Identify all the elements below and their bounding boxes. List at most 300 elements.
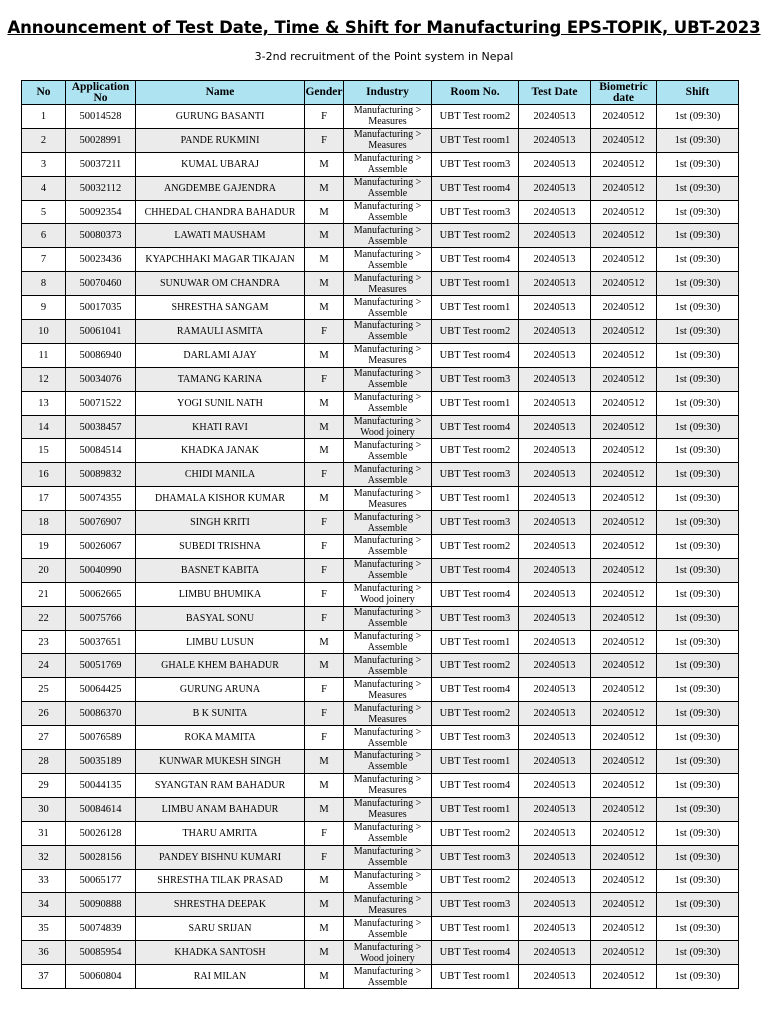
cell-no: 27 [22, 726, 66, 750]
cell-biometric-date: 20240512 [591, 367, 657, 391]
cell-room-no: UBT Test room4 [432, 582, 519, 606]
cell-shift: 1st (09:30) [657, 224, 739, 248]
cell-name: SHRESTHA TILAK PRASAD [136, 869, 305, 893]
cell-industry [344, 200, 432, 224]
cell-room-no: UBT Test room1 [432, 630, 519, 654]
cell-shift: 1st (09:30) [657, 630, 739, 654]
cell-industry [344, 463, 432, 487]
industry-subcategory: Assemble [367, 833, 408, 845]
cell-industry [344, 845, 432, 869]
cell-gender: F [305, 558, 344, 582]
cell-application-no: 50084514 [66, 439, 136, 463]
cell-gender: F [305, 320, 344, 344]
cell-name: KYAPCHHAKI MAGAR TIKAJAN [136, 248, 305, 272]
cell-name: ANGDEMBE GAJENDRA [136, 176, 305, 200]
cell-room-no: UBT Test room1 [432, 750, 519, 774]
table-row [22, 105, 739, 129]
cell-room-no: UBT Test room4 [432, 773, 519, 797]
industry-category: Manufacturing > [353, 129, 422, 141]
cell-gender: M [305, 654, 344, 678]
table-row [22, 917, 739, 941]
cell-shift: 1st (09:30) [657, 726, 739, 750]
cell-name: LIMBU LUSUN [136, 630, 305, 654]
cell-biometric-date: 20240512 [591, 845, 657, 869]
cell-biometric-date: 20240512 [591, 487, 657, 511]
cell-room-no: UBT Test room3 [432, 152, 519, 176]
cell-application-no: 50086370 [66, 702, 136, 726]
table-row [22, 511, 739, 535]
industry-category: Manufacturing > [353, 511, 422, 523]
cell-industry [344, 487, 432, 511]
cell-application-no: 50038457 [66, 415, 136, 439]
cell-application-no: 50028991 [66, 128, 136, 152]
cell-biometric-date: 20240512 [591, 654, 657, 678]
cell-room-no: UBT Test room1 [432, 391, 519, 415]
cell-industry [344, 965, 432, 989]
cell-biometric-date: 20240512 [591, 511, 657, 535]
cell-room-no: UBT Test room2 [432, 654, 519, 678]
cell-industry [344, 343, 432, 367]
table-header-row [22, 81, 739, 105]
cell-test-date: 20240513 [519, 320, 591, 344]
cell-gender: M [305, 893, 344, 917]
cell-industry [344, 176, 432, 200]
cell-biometric-date: 20240512 [591, 893, 657, 917]
cell-industry [344, 558, 432, 582]
cell-shift: 1st (09:30) [657, 391, 739, 415]
table-row [22, 415, 739, 439]
table-row [22, 893, 739, 917]
cell-name: SUBEDI TRISHNA [136, 535, 305, 559]
cell-name: RAI MILAN [136, 965, 305, 989]
cell-shift: 1st (09:30) [657, 463, 739, 487]
table-row [22, 176, 739, 200]
industry-subcategory: Assemble [367, 235, 408, 247]
cell-gender: M [305, 152, 344, 176]
industry-subcategory: Assemble [367, 522, 408, 534]
cell-gender: M [305, 773, 344, 797]
header-biometric-date: Biometric date [591, 81, 657, 105]
cell-biometric-date: 20240512 [591, 128, 657, 152]
cell-room-no: UBT Test room1 [432, 917, 519, 941]
cell-no: 33 [22, 869, 66, 893]
cell-shift: 1st (09:30) [657, 582, 739, 606]
table-row [22, 487, 739, 511]
cell-name: BASYAL SONU [136, 606, 305, 630]
cell-test-date: 20240513 [519, 511, 591, 535]
cell-shift: 1st (09:30) [657, 487, 739, 511]
cell-industry [344, 152, 432, 176]
cell-room-no: UBT Test room3 [432, 606, 519, 630]
cell-room-no: UBT Test room1 [432, 965, 519, 989]
cell-application-no: 50026128 [66, 821, 136, 845]
industry-category: Manufacturing > [353, 941, 422, 953]
cell-test-date: 20240513 [519, 630, 591, 654]
cell-room-no: UBT Test room2 [432, 535, 519, 559]
cell-name: GURUNG ARUNA [136, 678, 305, 702]
cell-name: SYANGTAN RAM BAHADUR [136, 773, 305, 797]
cell-application-no: 50032112 [66, 176, 136, 200]
cell-no: 29 [22, 773, 66, 797]
industry-subcategory: Measures [368, 713, 407, 725]
cell-biometric-date: 20240512 [591, 535, 657, 559]
cell-gender: M [305, 296, 344, 320]
cell-test-date: 20240513 [519, 654, 591, 678]
cell-application-no: 50037211 [66, 152, 136, 176]
cell-room-no: UBT Test room3 [432, 511, 519, 535]
cell-shift: 1st (09:30) [657, 272, 739, 296]
cell-industry [344, 248, 432, 272]
cell-name: GURUNG BASANTI [136, 105, 305, 129]
cell-industry [344, 678, 432, 702]
table-row [22, 248, 739, 272]
cell-biometric-date: 20240512 [591, 773, 657, 797]
cell-biometric-date: 20240512 [591, 965, 657, 989]
cell-shift: 1st (09:30) [657, 439, 739, 463]
cell-name: THARU AMRITA [136, 821, 305, 845]
cell-no: 8 [22, 272, 66, 296]
cell-gender: F [305, 511, 344, 535]
cell-no: 9 [22, 296, 66, 320]
cell-biometric-date: 20240512 [591, 606, 657, 630]
cell-application-no: 50085954 [66, 941, 136, 965]
cell-test-date: 20240513 [519, 893, 591, 917]
cell-test-date: 20240513 [519, 296, 591, 320]
cell-application-no: 50092354 [66, 200, 136, 224]
industry-category: Manufacturing > [353, 631, 422, 643]
cell-room-no: UBT Test room4 [432, 415, 519, 439]
industry-subcategory: Assemble [367, 880, 408, 892]
cell-room-no: UBT Test room1 [432, 272, 519, 296]
cell-shift: 1st (09:30) [657, 941, 739, 965]
cell-no: 37 [22, 965, 66, 989]
cell-name: LAWATI MAUSHAM [136, 224, 305, 248]
cell-test-date: 20240513 [519, 463, 591, 487]
cell-industry [344, 606, 432, 630]
cell-biometric-date: 20240512 [591, 152, 657, 176]
cell-shift: 1st (09:30) [657, 200, 739, 224]
industry-subcategory: Measures [368, 785, 407, 797]
cell-biometric-date: 20240512 [591, 415, 657, 439]
page-title: Announcement of Test Date, Time & Shift for Manufacturing EPS-TOPIK, UBT-2023 [7, 18, 761, 37]
cell-gender: M [305, 487, 344, 511]
cell-biometric-date: 20240512 [591, 105, 657, 129]
cell-no: 19 [22, 535, 66, 559]
industry-category: Manufacturing > [353, 583, 422, 595]
cell-test-date: 20240513 [519, 582, 591, 606]
industry-category: Manufacturing > [353, 392, 422, 404]
cell-name: DARLAMI AJAY [136, 343, 305, 367]
cell-industry [344, 654, 432, 678]
cell-no: 30 [22, 797, 66, 821]
industry-category: Manufacturing > [353, 607, 422, 619]
industry-category: Manufacturing > [353, 750, 422, 762]
cell-shift: 1st (09:30) [657, 869, 739, 893]
cell-industry [344, 917, 432, 941]
cell-no: 34 [22, 893, 66, 917]
cell-application-no: 50062665 [66, 582, 136, 606]
cell-room-no: UBT Test room2 [432, 821, 519, 845]
cell-name: SARU SRIJAN [136, 917, 305, 941]
cell-industry [344, 582, 432, 606]
cell-biometric-date: 20240512 [591, 630, 657, 654]
industry-subcategory: Assemble [367, 474, 408, 486]
cell-shift: 1st (09:30) [657, 152, 739, 176]
cell-industry [344, 391, 432, 415]
industry-category: Manufacturing > [353, 678, 422, 690]
cell-biometric-date: 20240512 [591, 176, 657, 200]
cell-biometric-date: 20240512 [591, 463, 657, 487]
table-row [22, 821, 739, 845]
cell-test-date: 20240513 [519, 128, 591, 152]
cell-test-date: 20240513 [519, 558, 591, 582]
cell-shift: 1st (09:30) [657, 654, 739, 678]
cell-gender: M [305, 917, 344, 941]
industry-category: Manufacturing > [353, 248, 422, 260]
cell-application-no: 50035189 [66, 750, 136, 774]
cell-room-no: UBT Test room3 [432, 893, 519, 917]
industry-subcategory: Assemble [367, 403, 408, 415]
cell-gender: F [305, 702, 344, 726]
cell-room-no: UBT Test room2 [432, 439, 519, 463]
cell-application-no: 50060804 [66, 965, 136, 989]
industry-category: Manufacturing > [353, 416, 422, 428]
cell-name: CHHEDAL CHANDRA BAHADUR [136, 200, 305, 224]
cell-industry [344, 869, 432, 893]
cell-application-no: 50070460 [66, 272, 136, 296]
cell-room-no: UBT Test room2 [432, 869, 519, 893]
industry-subcategory: Measures [368, 689, 407, 701]
cell-test-date: 20240513 [519, 248, 591, 272]
industry-category: Manufacturing > [353, 201, 422, 212]
cell-name: B K SUNITA [136, 702, 305, 726]
table-row [22, 965, 739, 989]
cell-shift: 1st (09:30) [657, 893, 739, 917]
cell-no: 16 [22, 463, 66, 487]
cell-test-date: 20240513 [519, 535, 591, 559]
table-row [22, 343, 739, 367]
cell-industry [344, 511, 432, 535]
cell-application-no: 50075766 [66, 606, 136, 630]
cell-gender: M [305, 439, 344, 463]
cell-name: CHIDI MANILA [136, 463, 305, 487]
cell-industry [344, 702, 432, 726]
table-row [22, 630, 739, 654]
cell-no: 5 [22, 200, 66, 224]
cell-gender: F [305, 606, 344, 630]
cell-application-no: 50090888 [66, 893, 136, 917]
industry-category: Manufacturing > [353, 463, 422, 475]
cell-no: 14 [22, 415, 66, 439]
cell-industry [344, 224, 432, 248]
cell-room-no: UBT Test room2 [432, 105, 519, 129]
cell-industry [344, 535, 432, 559]
table-row [22, 272, 739, 296]
cell-room-no: UBT Test room2 [432, 320, 519, 344]
table-row [22, 320, 739, 344]
cell-name: TAMANG KARINA [136, 367, 305, 391]
cell-name: PANDEY BISHNU KUMARI [136, 845, 305, 869]
table-row [22, 296, 739, 320]
industry-subcategory: Assemble [367, 450, 408, 462]
cell-test-date: 20240513 [519, 105, 591, 129]
cell-name: ROKA MAMITA [136, 726, 305, 750]
cell-shift: 1st (09:30) [657, 176, 739, 200]
cell-room-no: UBT Test room4 [432, 678, 519, 702]
header-application-no: Application No [66, 81, 136, 105]
industry-subcategory: Assemble [367, 164, 408, 176]
cell-shift: 1st (09:30) [657, 678, 739, 702]
industry-subcategory: Assemble [367, 570, 408, 582]
cell-application-no: 50071522 [66, 391, 136, 415]
cell-test-date: 20240513 [519, 821, 591, 845]
cell-no: 12 [22, 367, 66, 391]
table-row [22, 869, 739, 893]
cell-biometric-date: 20240512 [591, 941, 657, 965]
cell-room-no: UBT Test room4 [432, 248, 519, 272]
cell-application-no: 50017035 [66, 296, 136, 320]
page-subtitle: 3-2nd recruitment of the Point system in Nepal [254, 50, 514, 63]
cell-application-no: 50086940 [66, 343, 136, 367]
cell-test-date: 20240513 [519, 391, 591, 415]
industry-subcategory: Wood joinery [360, 594, 415, 606]
cell-gender: M [305, 343, 344, 367]
cell-room-no: UBT Test room4 [432, 343, 519, 367]
industry-category: Manufacturing > [353, 368, 422, 380]
cell-application-no: 50074839 [66, 917, 136, 941]
cell-test-date: 20240513 [519, 941, 591, 965]
table-row [22, 845, 739, 869]
cell-room-no: UBT Test room3 [432, 463, 519, 487]
cell-name: KHADKA SANTOSH [136, 941, 305, 965]
cell-industry [344, 797, 432, 821]
cell-industry [344, 272, 432, 296]
cell-application-no: 50051769 [66, 654, 136, 678]
cell-gender: F [305, 678, 344, 702]
industry-category: Manufacturing > [353, 153, 422, 165]
cell-industry [344, 128, 432, 152]
cell-gender: M [305, 415, 344, 439]
industry-category: Manufacturing > [353, 224, 422, 236]
cell-no: 10 [22, 320, 66, 344]
cell-gender: F [305, 128, 344, 152]
cell-test-date: 20240513 [519, 152, 591, 176]
cell-no: 26 [22, 702, 66, 726]
industry-subcategory: Assemble [367, 665, 408, 677]
cell-biometric-date: 20240512 [591, 750, 657, 774]
cell-industry [344, 415, 432, 439]
cell-test-date: 20240513 [519, 726, 591, 750]
cell-shift: 1st (09:30) [657, 343, 739, 367]
cell-application-no: 50080373 [66, 224, 136, 248]
cell-name: PANDE RUKMINI [136, 128, 305, 152]
cell-test-date: 20240513 [519, 965, 591, 989]
industry-subcategory: Assemble [367, 379, 408, 391]
cell-no: 1 [22, 105, 66, 129]
cell-biometric-date: 20240512 [591, 200, 657, 224]
cell-industry [344, 726, 432, 750]
cell-gender: M [305, 248, 344, 272]
cell-shift: 1st (09:30) [657, 367, 739, 391]
cell-industry [344, 773, 432, 797]
industry-category: Manufacturing > [353, 487, 422, 499]
cell-gender: M [305, 224, 344, 248]
header-name: Name [136, 81, 305, 105]
industry-category: Manufacturing > [353, 272, 422, 284]
industry-category: Manufacturing > [353, 965, 422, 977]
cell-biometric-date: 20240512 [591, 272, 657, 296]
header-shift: Shift [657, 81, 739, 105]
cell-room-no: UBT Test room3 [432, 367, 519, 391]
table-row [22, 463, 739, 487]
cell-biometric-date: 20240512 [591, 343, 657, 367]
industry-subcategory: Wood joinery [360, 952, 415, 964]
industry-subcategory: Measures [368, 904, 407, 916]
cell-test-date: 20240513 [519, 176, 591, 200]
cell-gender: M [305, 750, 344, 774]
table-row [22, 702, 739, 726]
cell-biometric-date: 20240512 [591, 224, 657, 248]
cell-application-no: 50044135 [66, 773, 136, 797]
cell-name: KHADKA JANAK [136, 439, 305, 463]
industry-subcategory: Assemble [367, 761, 408, 773]
cell-test-date: 20240513 [519, 487, 591, 511]
cell-industry [344, 941, 432, 965]
cell-biometric-date: 20240512 [591, 702, 657, 726]
table-row [22, 558, 739, 582]
industry-category: Manufacturing > [353, 559, 422, 571]
cell-no: 22 [22, 606, 66, 630]
cell-no: 28 [22, 750, 66, 774]
cell-no: 7 [22, 248, 66, 272]
cell-test-date: 20240513 [519, 343, 591, 367]
industry-subcategory: Assemble [367, 857, 408, 869]
cell-application-no: 50028156 [66, 845, 136, 869]
cell-no: 3 [22, 152, 66, 176]
cell-biometric-date: 20240512 [591, 797, 657, 821]
industry-category: Manufacturing > [353, 822, 422, 834]
industry-subcategory: Assemble [367, 331, 408, 343]
table-row [22, 200, 739, 224]
cell-test-date: 20240513 [519, 272, 591, 296]
cell-industry [344, 750, 432, 774]
cell-room-no: UBT Test room3 [432, 726, 519, 750]
cell-shift: 1st (09:30) [657, 917, 739, 941]
table-row [22, 535, 739, 559]
cell-gender: F [305, 821, 344, 845]
cell-room-no: UBT Test room2 [432, 224, 519, 248]
cell-no: 35 [22, 917, 66, 941]
industry-category: Manufacturing > [353, 439, 422, 451]
cell-shift: 1st (09:30) [657, 606, 739, 630]
cell-biometric-date: 20240512 [591, 678, 657, 702]
header-test-date: Test Date [519, 81, 591, 105]
cell-shift: 1st (09:30) [657, 320, 739, 344]
cell-application-no: 50065177 [66, 869, 136, 893]
cell-test-date: 20240513 [519, 439, 591, 463]
cell-test-date: 20240513 [519, 750, 591, 774]
cell-room-no: UBT Test room1 [432, 797, 519, 821]
cell-test-date: 20240513 [519, 773, 591, 797]
cell-no: 23 [22, 630, 66, 654]
cell-room-no: UBT Test room4 [432, 558, 519, 582]
cell-industry [344, 439, 432, 463]
header-gender: Gender [305, 81, 344, 105]
cell-room-no: UBT Test room1 [432, 487, 519, 511]
cell-biometric-date: 20240512 [591, 439, 657, 463]
table-row [22, 128, 739, 152]
cell-biometric-date: 20240512 [591, 917, 657, 941]
